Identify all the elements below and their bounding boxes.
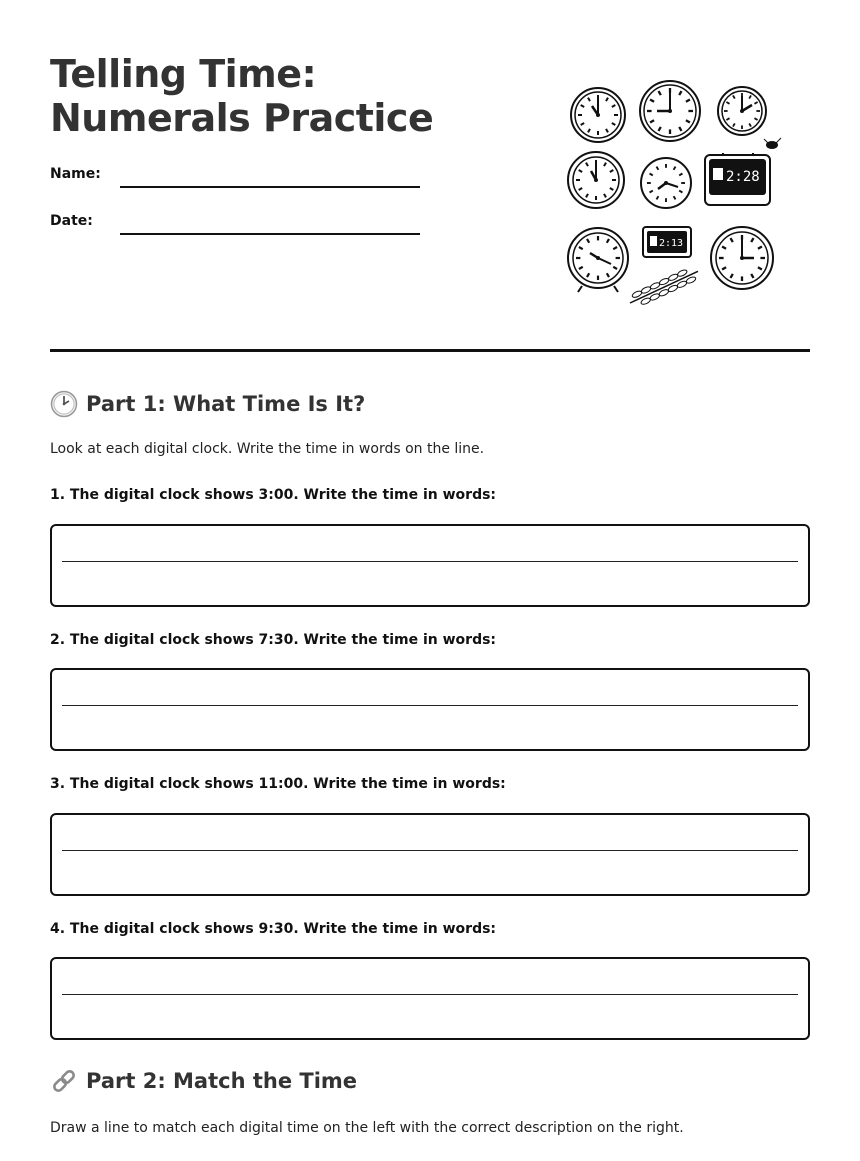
question-2: 2. The digital clock shows 7:30. Write the time in words:: [50, 632, 497, 648]
analog-clock-icon: [711, 227, 773, 289]
answer-line: [62, 705, 798, 706]
page-title: Telling Time: Numerals Practice: [50, 52, 434, 140]
analog-clock-icon: [640, 81, 700, 141]
date-label: Date:: [50, 213, 93, 229]
answer-line: [62, 561, 798, 562]
clock-icon: [50, 390, 78, 418]
leaf-branch-icon: [627, 265, 701, 310]
analog-clock-icon: [718, 87, 766, 135]
alarm-clock-icon: [568, 228, 628, 292]
link-icon: [50, 1067, 78, 1095]
question-3: 3. The digital clock shows 11:00. Write the time in words:: [50, 776, 506, 792]
alarm-clock-icon: [568, 152, 624, 208]
part2-instructions: Draw a line to match each digital time on the left with the correct description on the right.: [50, 1120, 684, 1136]
answer-line: [62, 850, 798, 851]
analog-clock-icon: [641, 158, 691, 208]
analog-clock-icon: [571, 88, 625, 142]
clocks-clip-art: [560, 75, 790, 315]
question-1: 1. The digital clock shows 3:00. Write the time in words:: [50, 487, 497, 503]
part1-heading-text: Part 1: What Time Is It?: [86, 392, 366, 416]
question-4: 4. The digital clock shows 9:30. Write the time in words:: [50, 921, 497, 937]
name-label: Name:: [50, 166, 101, 182]
digital-clock-large-reading: 2:28: [726, 169, 760, 185]
answer-box-4[interactable]: [50, 957, 810, 1040]
part2-heading-text: Part 2: Match the Time: [86, 1069, 358, 1093]
header-divider: [50, 349, 810, 352]
digital-clock-icon: [705, 153, 770, 205]
date-field[interactable]: [120, 233, 420, 235]
answer-line: [62, 994, 798, 995]
answer-box-1[interactable]: [50, 524, 810, 607]
name-field[interactable]: [120, 186, 420, 188]
digital-clock-icon: [643, 227, 691, 257]
bug-icon: [764, 138, 781, 149]
part1-heading: [50, 390, 365, 418]
digital-clock-small-reading: 2:13: [659, 238, 684, 249]
answer-box-2[interactable]: [50, 668, 810, 751]
part2-heading: [50, 1067, 357, 1095]
answer-box-3[interactable]: [50, 813, 810, 896]
part1-instructions: Look at each digital clock. Write the time in words on the line.: [50, 441, 485, 457]
